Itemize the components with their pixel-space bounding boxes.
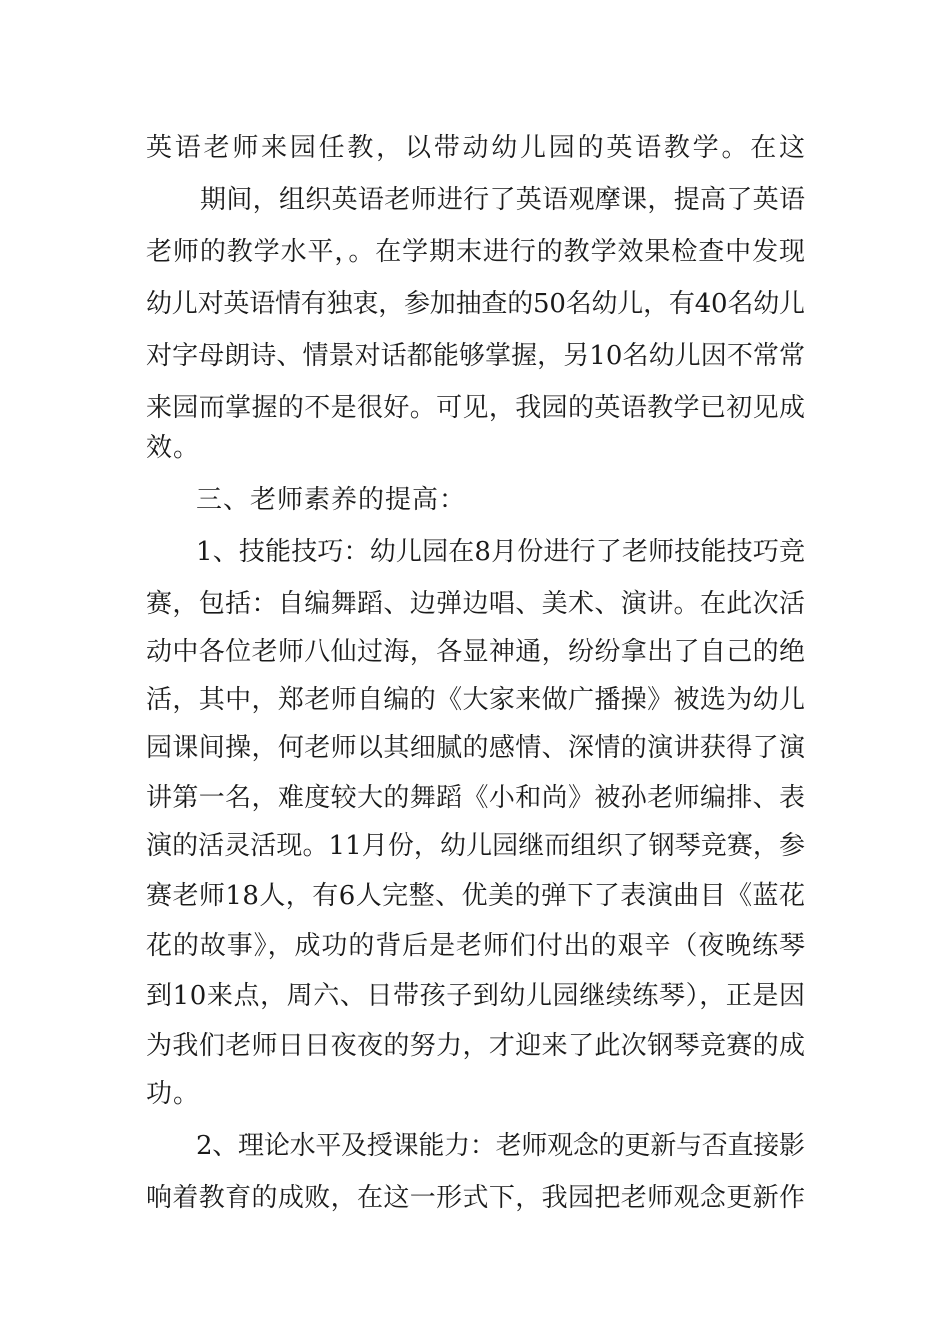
text-line-4: 幼儿对英语情有独衷，参加抽查的50名幼儿，有40名幼儿 [146, 289, 805, 319]
text-line-18: 到10来点，周六、日带孩子到幼儿园继续练琴），正是因 [146, 981, 806, 1011]
text-line-22: 响着教育的成败，在这一形式下，我园把老师观念更新作 [146, 1183, 806, 1213]
text-line-16: 赛老师18人，有6人完整、优美的弹下了表演曲目《蓝花 [146, 881, 806, 911]
text-line-14: 讲第一名，难度较大的舞蹈《小和尚》被孙老师编排、表 [146, 783, 806, 813]
text-line-20: 功。 [146, 1079, 201, 1109]
text-line-19: 为我们老师日日夜夜的努力，才迎来了此次钢琴竞赛的成 [146, 1031, 806, 1061]
text-line-6: 来园而掌握的不是很好。可见，我园的英语教学已初见成 [146, 393, 806, 423]
text-line-3: 老师的教学水平，。在学期末进行的教学效果检查中发现 [146, 237, 806, 267]
text-line-17: 花的故事》，成功的背后是老师们付出的艰辛（夜晚练琴 [146, 931, 806, 961]
text-line-11: 动中各位老师八仙过海，各显神通，纷纷拿出了自己的绝 [146, 637, 806, 667]
section-heading: 三、老师素养的提高： [196, 485, 467, 515]
text-line-21: 2、理论水平及授课能力：老师观念的更新与否直接影 [196, 1131, 805, 1161]
text-line-9: 1、技能技巧：幼儿园在8月份进行了老师技能技巧竞 [196, 537, 806, 567]
text-line-5: 对字母朗诗、情景对话都能够掌握，另10名幼儿因不常常 [146, 341, 806, 371]
text-line-10: 赛，包括：自编舞蹈、边弹边唱、美术、演讲。在此次活 [146, 589, 806, 619]
text-line-12: 活，其中，郑老师自编的《大家来做广播操》被选为幼儿 [146, 685, 806, 715]
text-line-2: 期间，组织英语老师进行了英语观摩课，提高了英语 [200, 185, 806, 215]
text-line-15: 演的活灵活现。11月份，幼儿园继而组织了钢琴竞赛，参 [146, 831, 806, 861]
text-line-1: 英语老师来园任教，以带动幼儿园的英语教学。在这 [146, 133, 808, 163]
text-line-13: 园课间操，何老师以其细腻的感情、深情的演讲获得了演 [146, 733, 806, 763]
text-line-7: 效。 [146, 433, 201, 463]
